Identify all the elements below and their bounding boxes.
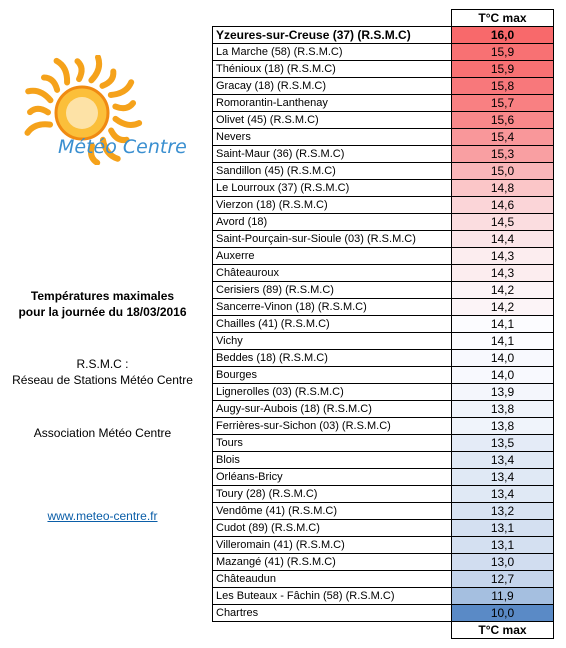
station-tmax: 13,2 xyxy=(452,503,554,520)
table-row xyxy=(213,537,554,554)
table-row xyxy=(213,95,554,112)
station-name: Cudot (89) (R.S.M.C) xyxy=(213,520,452,537)
station-tmax: 14,0 xyxy=(452,367,554,384)
station-tmax: 14,8 xyxy=(452,180,554,197)
station-name: Saint-Maur (36) (R.S.M.C) xyxy=(213,146,452,163)
table-row xyxy=(213,27,554,44)
station-tmax: 13,4 xyxy=(452,486,554,503)
station-tmax: 13,4 xyxy=(452,452,554,469)
header-tmax: T°C max xyxy=(452,10,554,27)
table-header-row xyxy=(213,10,554,27)
station-tmax: 14,5 xyxy=(452,214,554,231)
station-name: Blois xyxy=(213,452,452,469)
station-tmax: 14,1 xyxy=(452,333,554,350)
station-name: Bourges xyxy=(213,367,452,384)
table-row xyxy=(213,197,554,214)
table-row xyxy=(213,163,554,180)
station-tmax: 15,7 xyxy=(452,95,554,112)
station-tmax: 13,1 xyxy=(452,537,554,554)
table-row xyxy=(213,486,554,503)
table-row xyxy=(213,44,554,61)
station-name: Beddes (18) (R.S.M.C) xyxy=(213,350,452,367)
station-tmax: 16,0 xyxy=(452,27,554,44)
station-name: Ferrières-sur-Sichon (03) (R.S.M.C) xyxy=(213,418,452,435)
table-row xyxy=(213,316,554,333)
station-name: Chartres xyxy=(213,605,452,622)
station-tmax: 13,9 xyxy=(452,384,554,401)
station-name: Sancerre-Vinon (18) (R.S.M.C) xyxy=(213,299,452,316)
table-row xyxy=(213,401,554,418)
station-name: Cerisiers (89) (R.S.M.C) xyxy=(213,282,452,299)
station-name: Tours xyxy=(213,435,452,452)
sun-ray xyxy=(27,124,50,133)
sun-ray xyxy=(77,61,81,79)
footer-tmax: T°C max xyxy=(452,622,554,639)
table-row xyxy=(213,418,554,435)
station-tmax: 13,4 xyxy=(452,469,554,486)
table-row xyxy=(213,367,554,384)
sun-ray xyxy=(57,61,68,83)
sun-ray xyxy=(115,103,133,108)
meteo-centre-logo xyxy=(10,55,190,165)
table-row xyxy=(213,146,554,163)
station-tmax: 12,7 xyxy=(452,571,554,588)
station-name: Gracay (18) (R.S.M.C) xyxy=(213,78,452,95)
station-tmax: 15,3 xyxy=(452,146,554,163)
station-name: Nevers xyxy=(213,129,452,146)
table-row xyxy=(213,333,554,350)
table-row xyxy=(213,588,554,605)
association-name: Association Météo Centre xyxy=(33,426,172,440)
station-tmax: 14,4 xyxy=(452,231,554,248)
station-tmax: 15,9 xyxy=(452,44,554,61)
sun-ray xyxy=(28,91,50,101)
station-name: Vendôme (41) (R.S.M.C) xyxy=(213,503,452,520)
station-tmax: 14,2 xyxy=(452,299,554,316)
table-footer-row xyxy=(213,622,554,639)
station-name: La Marche (58) (R.S.M.C) xyxy=(213,44,452,61)
station-name: Thénioux (18) (R.S.M.C) xyxy=(213,61,452,78)
table-row xyxy=(213,231,554,248)
page-title xyxy=(0,288,205,320)
station-tmax: 14,1 xyxy=(452,316,554,333)
station-tmax: 14,3 xyxy=(452,248,554,265)
station-name: Saint-Pourçain-sur-Sioule (03) (R.S.M.C) xyxy=(213,231,452,248)
station-tmax: 14,3 xyxy=(452,265,554,282)
table-row xyxy=(213,554,554,571)
table-row xyxy=(213,520,554,537)
table-row xyxy=(213,180,554,197)
station-tmax: 13,8 xyxy=(452,418,554,435)
title-line-2: pour la journée du 18/03/2016 xyxy=(18,305,187,319)
station-tmax: 15,9 xyxy=(452,61,554,78)
station-tmax: 15,6 xyxy=(452,112,554,129)
sun-ray xyxy=(111,82,131,95)
station-tmax: 13,0 xyxy=(452,554,554,571)
sun-ray xyxy=(102,71,113,85)
footer-blank-cell xyxy=(213,622,452,639)
station-name: Châteauroux xyxy=(213,265,452,282)
table-row xyxy=(213,503,554,520)
station-tmax: 11,9 xyxy=(452,588,554,605)
station-tmax: 10,0 xyxy=(452,605,554,622)
table-row xyxy=(213,384,554,401)
station-tmax: 13,5 xyxy=(452,435,554,452)
station-tmax: 13,8 xyxy=(452,401,554,418)
table-row xyxy=(213,78,554,95)
rsmc-description xyxy=(0,356,205,388)
station-name: Vierzon (18) (R.S.M.C) xyxy=(213,197,452,214)
station-tmax: 14,2 xyxy=(452,282,554,299)
station-name: Mazangé (41) (R.S.M.C) xyxy=(213,554,452,571)
station-name: Avord (18) xyxy=(213,214,452,231)
station-name: Auxerre xyxy=(213,248,452,265)
title-line-1: Températures maximales xyxy=(30,289,175,303)
station-name: Toury (28) (R.S.M.C) xyxy=(213,486,452,503)
station-tmax: 15,4 xyxy=(452,129,554,146)
station-tmax: 14,6 xyxy=(452,197,554,214)
rsmc-line-1: R.S.M.C : xyxy=(76,357,129,371)
station-name: Yzeures-sur-Creuse (37) (R.S.M.C) xyxy=(213,27,452,44)
table-row xyxy=(213,435,554,452)
sun-ray xyxy=(30,109,48,113)
rsmc-line-2: Réseau de Stations Météo Centre xyxy=(12,373,193,387)
station-name: Châteaudun xyxy=(213,571,452,588)
station-name: Les Buteaux - Fâchin (58) (R.S.M.C) xyxy=(213,588,452,605)
table-row xyxy=(213,282,554,299)
station-tmax: 15,8 xyxy=(452,78,554,95)
table-row xyxy=(213,112,554,129)
station-name: Romorantin-Lanthenay xyxy=(213,95,452,112)
table-row xyxy=(213,350,554,367)
station-name: Augy-sur-Aubois (18) (R.S.M.C) xyxy=(213,401,452,418)
table-row xyxy=(213,469,554,486)
header-blank-cell xyxy=(213,10,452,27)
station-name: Sandillon (45) (R.S.M.C) xyxy=(213,163,452,180)
station-name: Chailles (41) (R.S.M.C) xyxy=(213,316,452,333)
table-row xyxy=(213,248,554,265)
station-name: Lignerolles (03) (R.S.M.C) xyxy=(213,384,452,401)
table-row xyxy=(213,265,554,282)
station-name: Villeromain (41) (R.S.M.C) xyxy=(213,537,452,554)
table-row xyxy=(213,129,554,146)
station-tmax: 13,1 xyxy=(452,520,554,537)
table-row xyxy=(213,452,554,469)
station-name: Orléans-Bricy xyxy=(213,469,452,486)
station-tmax: 14,0 xyxy=(452,350,554,367)
station-name: Vichy xyxy=(213,333,452,350)
table-row xyxy=(213,214,554,231)
logo-text: Météo Centre xyxy=(58,136,187,158)
website-link[interactable]: www.meteo-centre.fr xyxy=(47,509,158,523)
station-name: Olivet (45) (R.S.M.C) xyxy=(213,112,452,129)
table-row xyxy=(213,605,554,622)
station-name: Le Lourroux (37) (R.S.M.C) xyxy=(213,180,452,197)
sun-ray xyxy=(91,57,99,80)
table-row xyxy=(213,299,554,316)
temperature-table xyxy=(212,9,554,639)
table-row xyxy=(213,61,554,78)
sun-ray xyxy=(115,119,139,125)
sun-ray xyxy=(44,78,57,90)
station-tmax: 15,0 xyxy=(452,163,554,180)
table-row xyxy=(213,571,554,588)
